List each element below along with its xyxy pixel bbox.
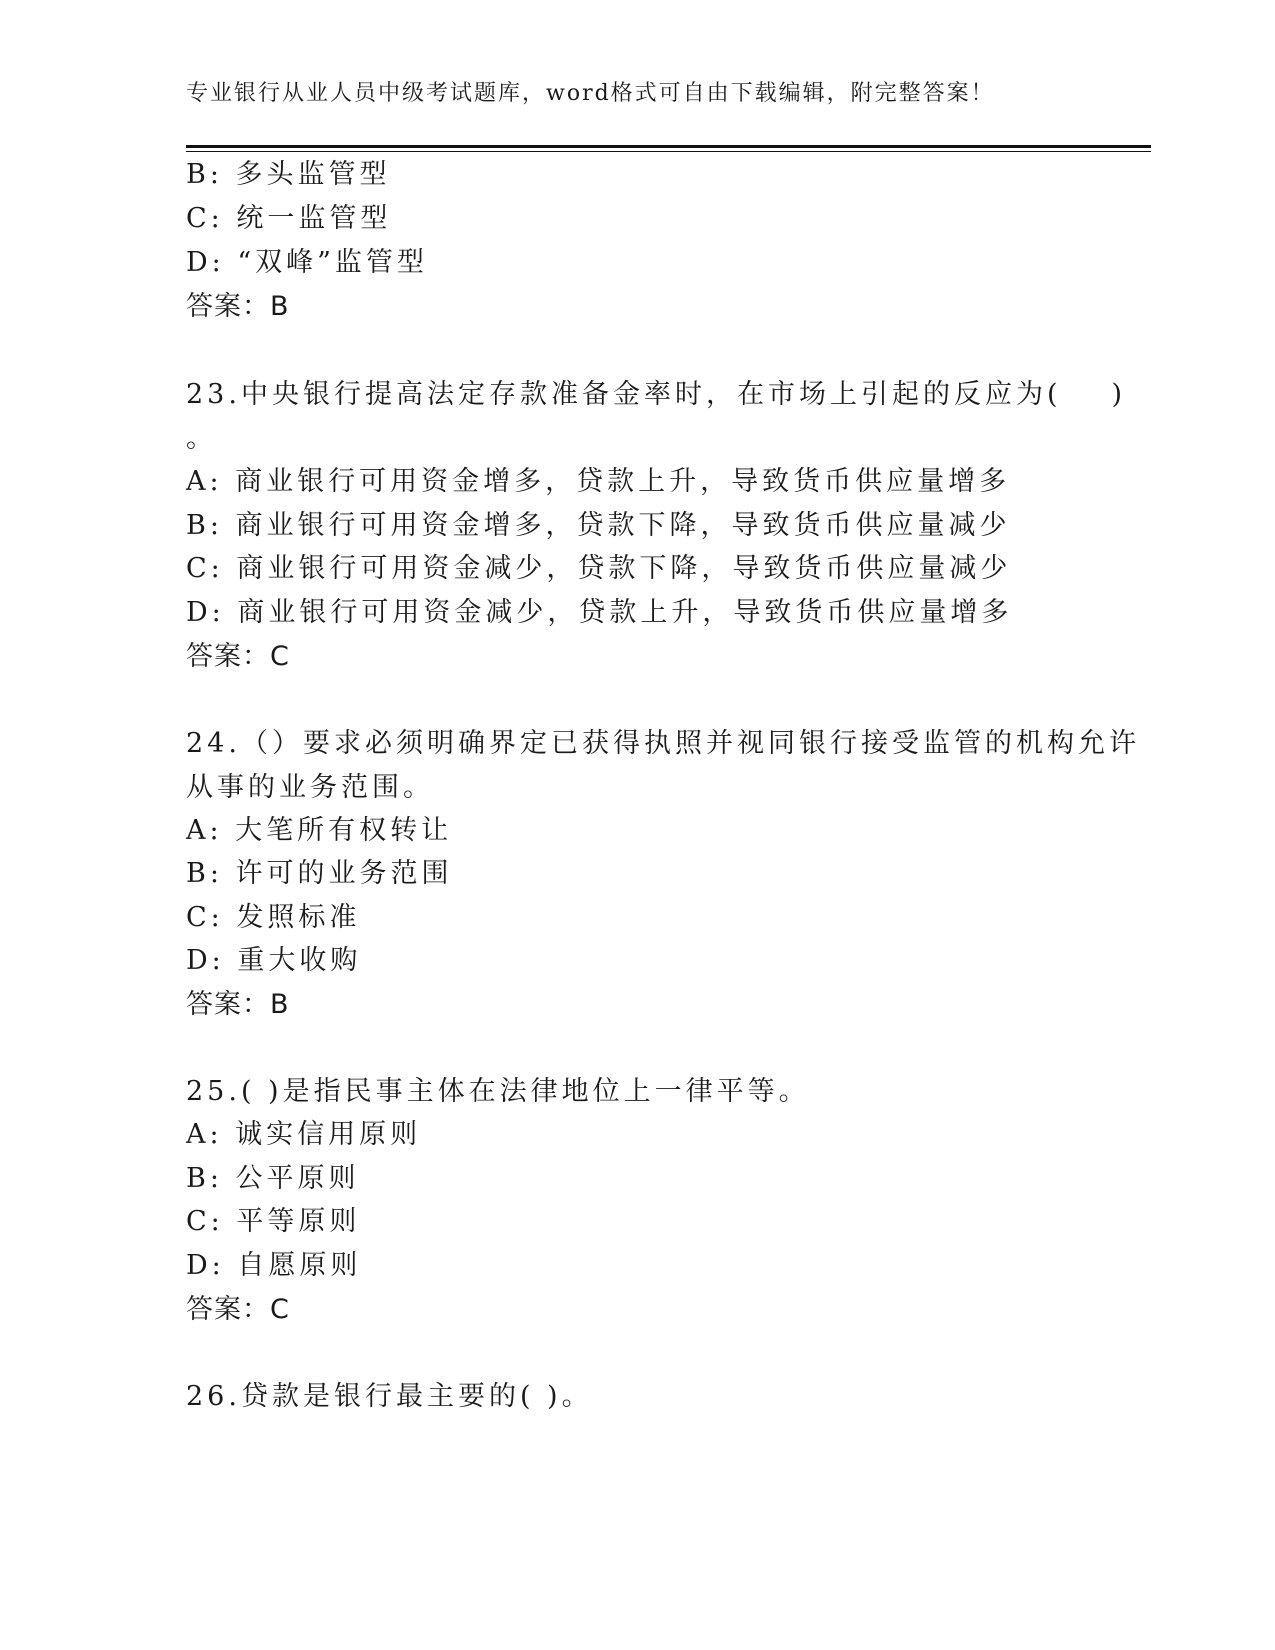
q24-option-c: C: 发照标准 <box>186 902 361 933</box>
q25-option-d: D: 自愿原则 <box>186 1250 362 1281</box>
q25-option-a: A: 诚实信用原则 <box>186 1119 422 1150</box>
page-header: 专业银行从业人员中级考试题库，word格式可自由下载编辑，附完整答案！ <box>186 81 995 106</box>
q24-stem-line2: 从事的业务范围。 <box>186 772 434 803</box>
header-rule-thin <box>186 151 1151 152</box>
q25-answer: 答案：C <box>186 1294 290 1325</box>
q25-stem: 25.( )是指民事主体在法律地位上一律平等。 <box>186 1076 810 1107</box>
q23-option-a: A: 商业银行可用资金增多，贷款上升，导致货币供应量增多 <box>186 466 1011 497</box>
q22-option-b: B: 多头监管型 <box>186 159 391 190</box>
q23-answer: 答案：C <box>186 641 290 672</box>
q22-option-d: D: “双峰”监管型 <box>186 247 428 278</box>
q23-stem <box>186 378 1126 412</box>
q23-stem-close: ) <box>1111 379 1127 410</box>
q23-option-d: D: 商业银行可用资金减少，贷款上升，导致货币供应量增多 <box>186 597 1013 628</box>
q24-option-d: D: 重大收购 <box>186 945 362 976</box>
q23-stem-line2: 。 <box>186 423 217 454</box>
q24-option-b: B: 许可的业务范围 <box>186 858 453 889</box>
q25-option-c: C: 平等原则 <box>186 1206 361 1237</box>
q22-option-c: C: 统一监管型 <box>186 203 392 234</box>
q24-option-a: A: 大笔所有权转让 <box>186 815 453 846</box>
q23-option-c: C: 商业银行可用资金减少，贷款下降，导致货币供应量减少 <box>186 553 1012 584</box>
q23-stem-text: 23.中央银行提高法定存款准备金率时，在市场上引起的反应为( <box>186 379 1062 410</box>
header-rule-thick <box>186 145 1151 148</box>
q24-answer: 答案：B <box>186 989 290 1020</box>
q25-option-b: B: 公平原则 <box>186 1163 360 1194</box>
q23-option-b: B: 商业银行可用资金增多，贷款下降，导致货币供应量减少 <box>186 510 1011 541</box>
q26-stem: 26.贷款是银行最主要的( )。 <box>186 1381 593 1412</box>
q24-stem: 24.（）要求必须明确界定已获得执照并视同银行接受监管的机构允许 <box>186 728 1140 759</box>
q22-answer: 答案：B <box>186 291 290 322</box>
